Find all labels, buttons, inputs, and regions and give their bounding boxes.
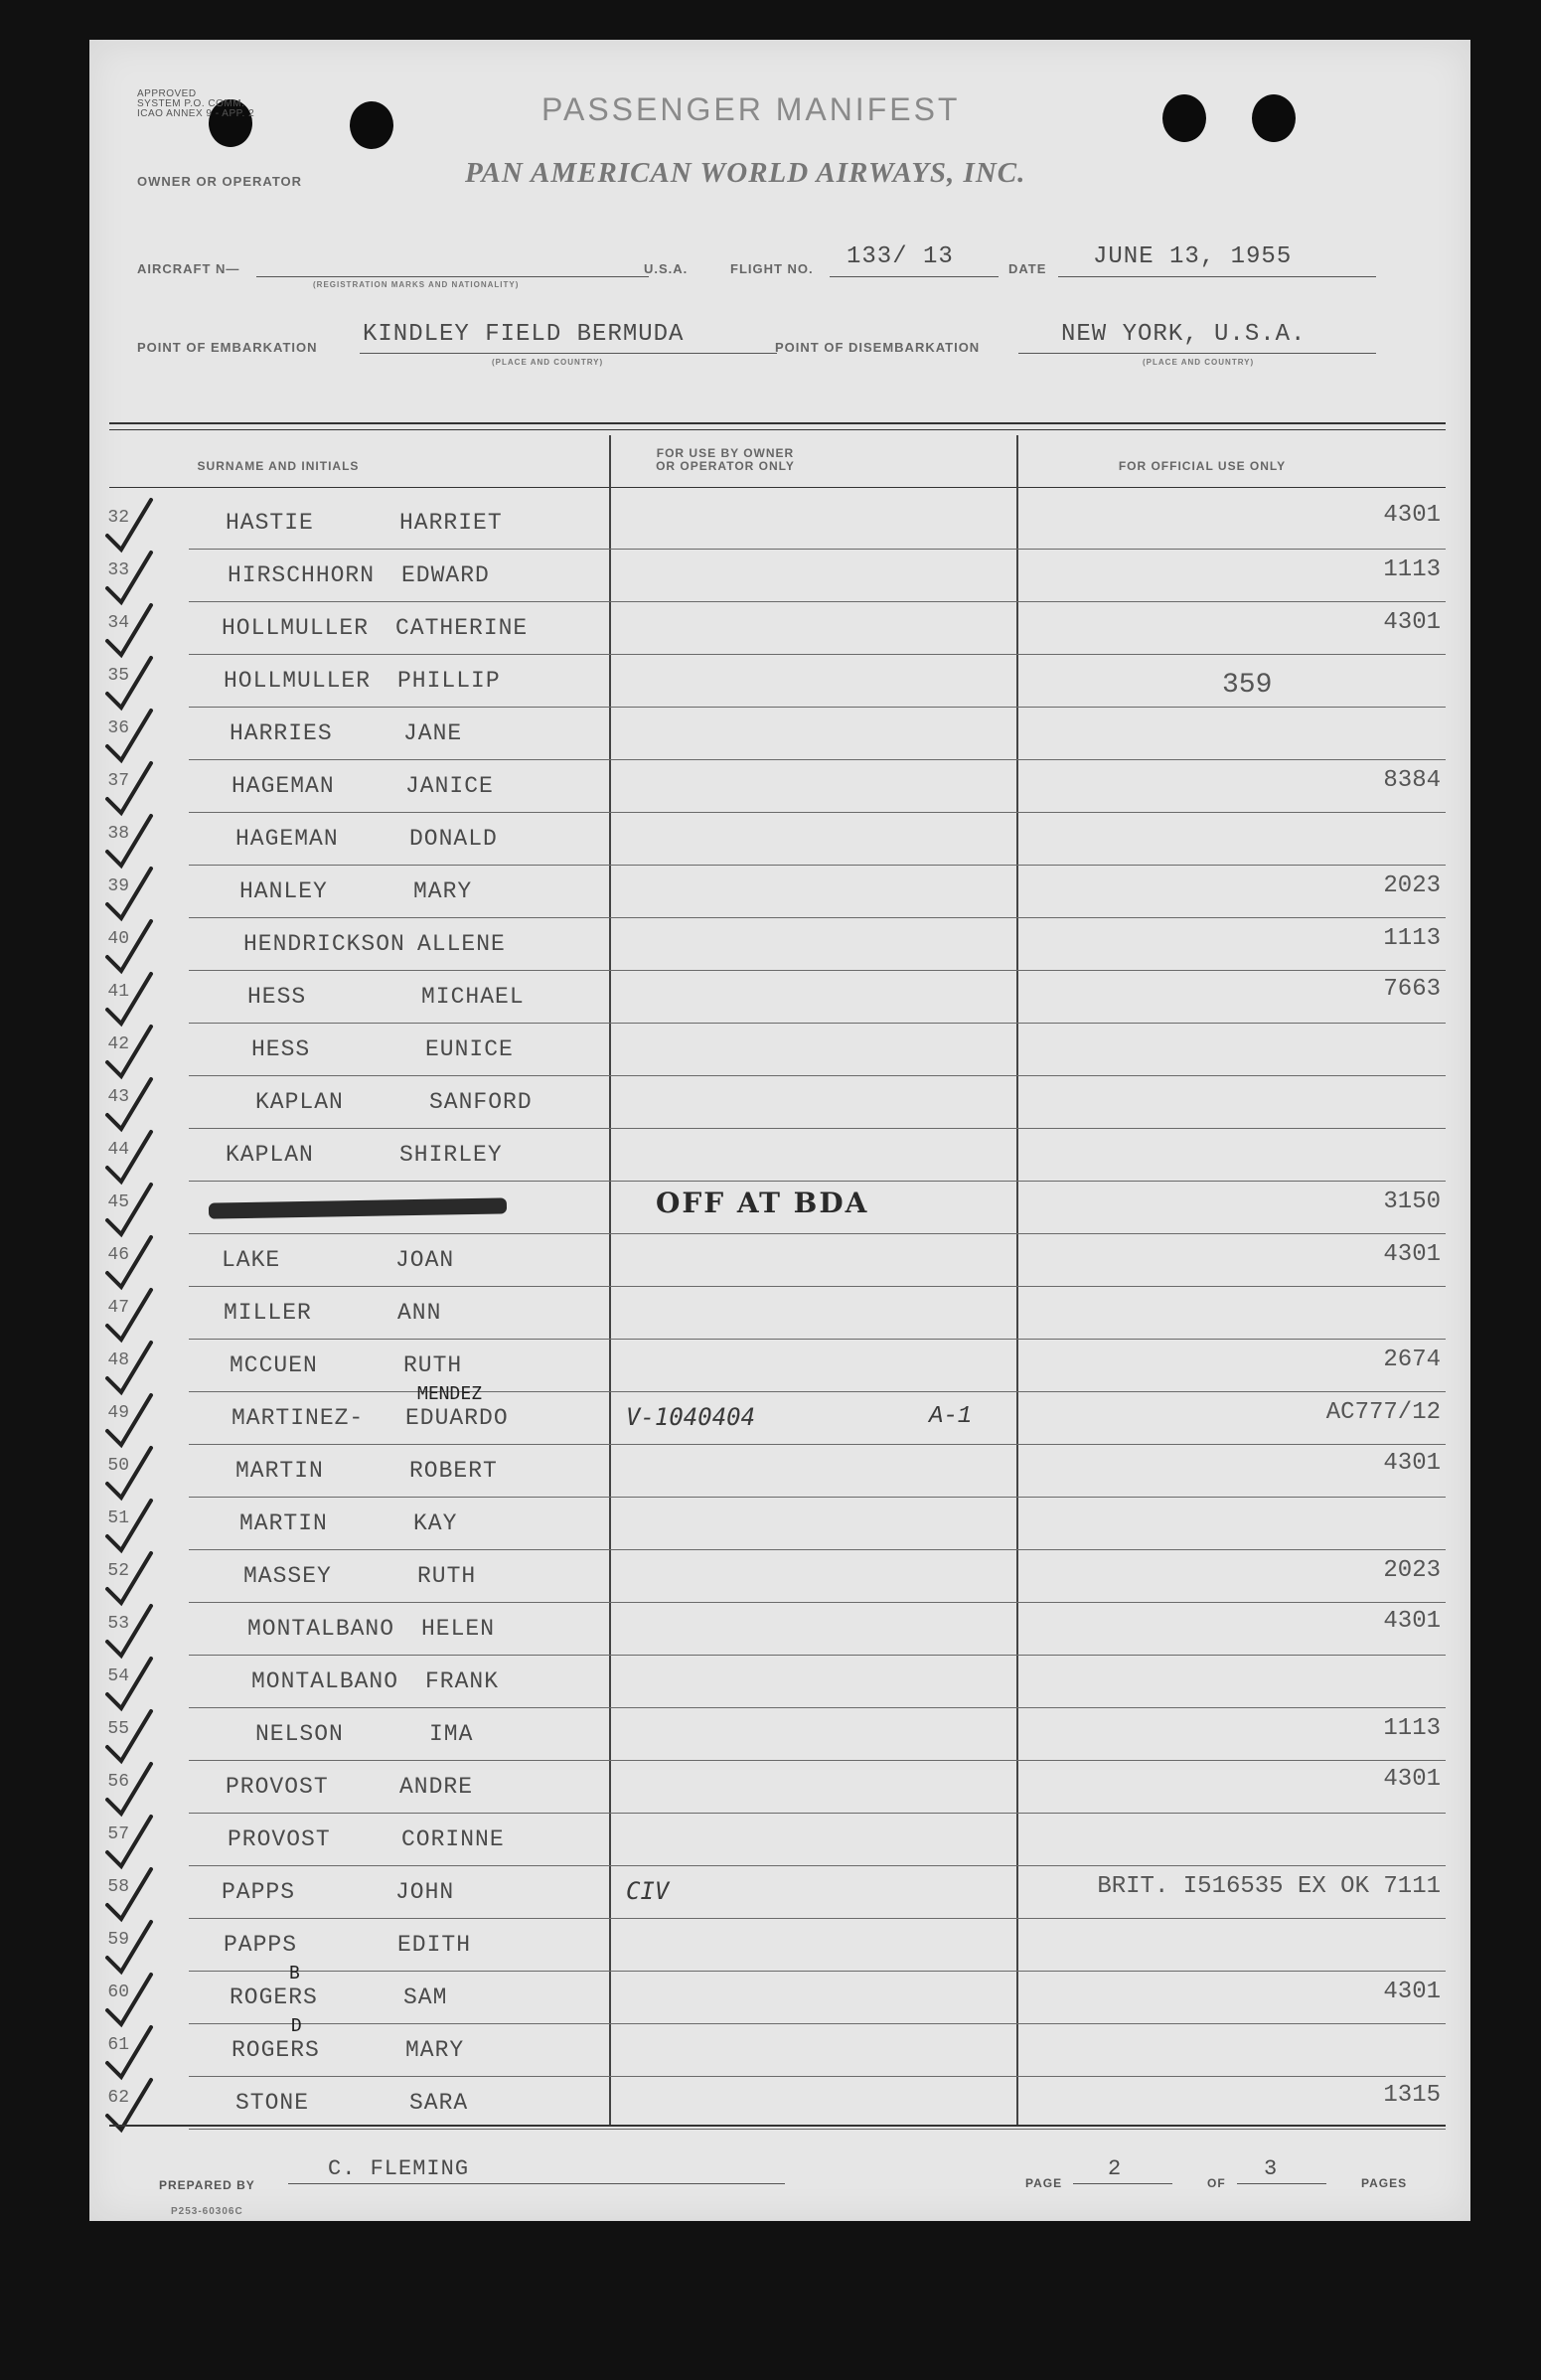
passenger-surname: HOLLMULLER bbox=[222, 615, 370, 641]
flight-label: FLIGHT NO. bbox=[730, 261, 814, 276]
page-underline bbox=[1073, 2183, 1172, 2184]
passenger-given-name: SARA bbox=[409, 2090, 469, 2116]
place-note: (PLACE AND COUNTRY) bbox=[492, 358, 604, 367]
handwritten-note: B bbox=[289, 1963, 300, 1983]
row-number: 43 bbox=[107, 1087, 129, 1107]
passenger-surname: MASSEY bbox=[243, 1563, 332, 1589]
passenger-row bbox=[89, 1819, 1470, 1871]
table-top-rule bbox=[109, 429, 1446, 430]
passenger-row bbox=[89, 502, 1470, 555]
page-total: 3 bbox=[1264, 2156, 1279, 2181]
passenger-row bbox=[89, 1871, 1470, 1924]
passenger-row bbox=[89, 1608, 1470, 1661]
flight-date: JUNE 13, 1955 bbox=[1093, 243, 1293, 270]
disembarkation-point: NEW YORK, U.S.A. bbox=[1061, 321, 1307, 348]
row-number: 62 bbox=[107, 2088, 129, 2108]
passenger-surname: MILLER bbox=[224, 1300, 312, 1326]
passenger-given-name: CORINNE bbox=[401, 1826, 505, 1852]
passenger-surname: PAPPS bbox=[224, 1932, 298, 1958]
row-number: 56 bbox=[107, 1772, 129, 1792]
row-number: 48 bbox=[107, 1350, 129, 1370]
passenger-surname: PROVOST bbox=[226, 1774, 329, 1800]
date-underline bbox=[1058, 276, 1376, 277]
passenger-row bbox=[89, 1450, 1470, 1503]
passenger-row bbox=[89, 555, 1470, 607]
row-rule bbox=[189, 1181, 1446, 1182]
punch-hole bbox=[1252, 94, 1296, 142]
passenger-surname: HESS bbox=[251, 1036, 311, 1062]
prepared-by: C. FLEMING bbox=[328, 2156, 470, 2181]
row-number: 51 bbox=[107, 1508, 129, 1528]
passenger-given-name: EUNICE bbox=[425, 1036, 514, 1062]
row-rule bbox=[189, 1813, 1446, 1814]
owner-remark-extra: A-1 bbox=[929, 1403, 973, 1430]
row-number: 46 bbox=[107, 1245, 129, 1265]
usa-label: U.S.A. bbox=[644, 261, 689, 276]
table-top-rule bbox=[109, 422, 1446, 424]
passenger-surname: HOLLMULLER bbox=[224, 668, 372, 694]
passenger-given-name: ANN bbox=[397, 1300, 442, 1326]
row-rule bbox=[189, 1023, 1446, 1024]
passenger-row bbox=[89, 1081, 1470, 1134]
row-number: 35 bbox=[107, 666, 129, 686]
row-number: 40 bbox=[107, 929, 129, 949]
manifest-sheet bbox=[89, 40, 1470, 2221]
row-rule bbox=[189, 1233, 1446, 1234]
owner-label: OWNER OR OPERATOR bbox=[137, 174, 303, 189]
column-header-owner bbox=[606, 447, 845, 473]
header-rule bbox=[109, 487, 1446, 488]
passenger-row bbox=[89, 1383, 1470, 1450]
row-number: 39 bbox=[107, 876, 129, 896]
passenger-row bbox=[89, 1713, 1470, 1766]
approval-note bbox=[137, 89, 254, 119]
official-code: 4301 bbox=[1383, 1450, 1441, 1477]
row-rule bbox=[189, 1497, 1446, 1498]
row-number: 44 bbox=[107, 1140, 129, 1160]
row-number: 57 bbox=[107, 1825, 129, 1844]
passenger-given-name: ANDRE bbox=[399, 1774, 474, 1800]
row-rule bbox=[189, 1707, 1446, 1708]
row-rule bbox=[189, 707, 1446, 708]
page-total-underline bbox=[1237, 2183, 1326, 2184]
embarkation-label: POINT OF EMBARKATION bbox=[137, 340, 318, 355]
passenger-given-name: KAY bbox=[413, 1510, 458, 1536]
official-code: 2023 bbox=[1383, 873, 1441, 899]
passenger-surname: KAPLAN bbox=[255, 1089, 344, 1115]
row-rule bbox=[189, 917, 1446, 918]
passenger-given-name: MARY bbox=[405, 2037, 465, 2063]
of-label: OF bbox=[1207, 2176, 1226, 2190]
row-rule bbox=[189, 1918, 1446, 1919]
row-number: 34 bbox=[107, 613, 129, 633]
passenger-row bbox=[89, 871, 1470, 923]
place-note: (PLACE AND COUNTRY) bbox=[1143, 358, 1255, 367]
passenger-given-name: SHIRLEY bbox=[399, 1142, 503, 1168]
passenger-row bbox=[89, 1345, 1470, 1397]
row-number: 37 bbox=[107, 771, 129, 791]
row-rule bbox=[189, 1865, 1446, 1866]
passenger-given-name: FRANK bbox=[425, 1668, 500, 1694]
passenger-surname: HARRIES bbox=[230, 720, 333, 746]
column-header-owner-line: OR OPERATOR ONLY bbox=[656, 459, 795, 473]
official-code: 7663 bbox=[1383, 976, 1441, 1003]
passenger-given-name: ALLENE bbox=[417, 931, 506, 957]
column-header-owner-line: FOR USE BY OWNER bbox=[656, 446, 795, 460]
official-code: 8384 bbox=[1383, 767, 1441, 794]
prepared-by-label: PREPARED BY bbox=[159, 2178, 255, 2192]
passenger-given-name: RUTH bbox=[403, 1352, 463, 1378]
official-code: 1113 bbox=[1383, 1715, 1441, 1742]
row-number: 50 bbox=[107, 1456, 129, 1476]
handwritten-note: MENDEZ bbox=[417, 1383, 483, 1404]
passenger-surname: PROVOST bbox=[228, 1826, 331, 1852]
row-number: 41 bbox=[107, 982, 129, 1002]
passenger-row bbox=[89, 2082, 1470, 2135]
official-code: 4301 bbox=[1383, 1608, 1441, 1635]
row-number: 36 bbox=[107, 718, 129, 738]
passenger-row bbox=[89, 1661, 1470, 1713]
row-rule bbox=[189, 1602, 1446, 1603]
passenger-row bbox=[89, 1503, 1470, 1555]
row-number: 38 bbox=[107, 824, 129, 844]
row-rule bbox=[189, 1549, 1446, 1550]
row-number: 60 bbox=[107, 1983, 129, 2002]
row-rule bbox=[189, 865, 1446, 866]
date-label: DATE bbox=[1008, 261, 1047, 276]
page-number: 2 bbox=[1108, 2156, 1123, 2181]
approval-line: ICAO ANNEX 9 - APP. 2 bbox=[137, 108, 255, 119]
registration-note: (REGISTRATION MARKS AND NATIONALITY) bbox=[313, 280, 520, 289]
row-rule bbox=[189, 549, 1446, 550]
official-code: BRIT. I516535 EX OK 7111 bbox=[1097, 1873, 1441, 1900]
official-code: AC777/12 bbox=[1325, 1399, 1441, 1426]
row-number: 49 bbox=[107, 1403, 129, 1423]
passenger-surname: HIRSCHHORN bbox=[228, 562, 376, 588]
passenger-row bbox=[89, 660, 1470, 713]
page-label: PAGE bbox=[1025, 2176, 1063, 2190]
passenger-surname: HASTIE bbox=[226, 510, 314, 536]
passenger-row bbox=[89, 923, 1470, 976]
passenger-surname: HENDRICKSON bbox=[243, 931, 405, 957]
row-number: 45 bbox=[107, 1192, 129, 1212]
form-number: P253-60306C bbox=[171, 2206, 243, 2217]
flight-number: 133/ 13 bbox=[847, 243, 954, 270]
owner-remark: V-1040404 bbox=[626, 1403, 756, 1431]
official-code: 4301 bbox=[1383, 502, 1441, 529]
passenger-surname: KAPLAN bbox=[226, 1142, 314, 1168]
passenger-surname: NELSON bbox=[255, 1721, 344, 1747]
row-number: 58 bbox=[107, 1877, 129, 1897]
passenger-surname: HAGEMAN bbox=[235, 826, 339, 852]
passenger-given-name: JANICE bbox=[405, 773, 494, 799]
passenger-given-name: DONALD bbox=[409, 826, 498, 852]
disembarkation-underline bbox=[1018, 353, 1376, 354]
row-rule bbox=[189, 1286, 1446, 1287]
official-code-mid: 359 bbox=[1222, 670, 1273, 701]
passenger-surname: LAKE bbox=[222, 1247, 281, 1273]
passenger-row bbox=[89, 1029, 1470, 1081]
row-number: 33 bbox=[107, 560, 129, 580]
official-code: 3150 bbox=[1383, 1189, 1441, 1215]
passenger-given-name: JOAN bbox=[395, 1247, 455, 1273]
row-rule bbox=[189, 1075, 1446, 1076]
column-header-names: SURNAME AND INITIALS bbox=[197, 459, 360, 473]
passenger-surname: MONTALBANO bbox=[247, 1616, 395, 1642]
row-rule bbox=[189, 759, 1446, 760]
approval-line: APPROVED bbox=[137, 88, 197, 99]
passenger-surname: STONE bbox=[235, 2090, 310, 2116]
passenger-surname: MARTINEZ- bbox=[231, 1405, 365, 1431]
passenger-given-name: PHILLIP bbox=[397, 668, 501, 694]
row-rule bbox=[189, 970, 1446, 971]
official-code: 1113 bbox=[1383, 556, 1441, 583]
passenger-given-name: EDITH bbox=[397, 1932, 472, 1958]
passenger-surname: MARTIN bbox=[239, 1510, 328, 1536]
passenger-surname: HAGEMAN bbox=[231, 773, 335, 799]
prepared-underline bbox=[288, 2183, 785, 2184]
official-code: 2674 bbox=[1383, 1347, 1441, 1373]
passenger-given-name: SAM bbox=[403, 1984, 448, 2010]
passenger-row bbox=[89, 713, 1470, 765]
handwritten-note: D bbox=[291, 2015, 302, 2036]
aircraft-label: AIRCRAFT N— bbox=[137, 261, 240, 276]
row-rule bbox=[189, 1655, 1446, 1656]
row-rule bbox=[189, 2129, 1446, 2130]
row-number: 32 bbox=[107, 508, 129, 528]
passenger-surname: HESS bbox=[247, 984, 307, 1010]
row-rule bbox=[189, 2023, 1446, 2024]
row-rule bbox=[189, 1444, 1446, 1445]
official-code: 4301 bbox=[1383, 1241, 1441, 1268]
owner-remark: CIV bbox=[626, 1877, 670, 1905]
passenger-row bbox=[89, 1239, 1470, 1292]
pages-label: PAGES bbox=[1361, 2176, 1408, 2190]
passenger-given-name: HARRIET bbox=[399, 510, 503, 536]
row-rule bbox=[189, 1339, 1446, 1340]
row-number: 61 bbox=[107, 2035, 129, 2055]
operator-name: PAN AMERICAN WORLD AIRWAYS, INC. bbox=[465, 157, 1026, 189]
passenger-row bbox=[89, 607, 1470, 660]
passenger-given-name: CATHERINE bbox=[395, 615, 529, 641]
row-number: 42 bbox=[107, 1034, 129, 1054]
table-bottom-rule bbox=[109, 2125, 1446, 2127]
row-rule bbox=[189, 1971, 1446, 1972]
passenger-surname: MONTALBANO bbox=[251, 1668, 399, 1694]
passenger-surname: MCCUEN bbox=[230, 1352, 318, 1378]
row-rule bbox=[189, 1760, 1446, 1761]
embarkation-point: KINDLEY FIELD BERMUDA bbox=[363, 321, 685, 348]
row-rule bbox=[189, 601, 1446, 602]
passenger-given-name: EDUARDO bbox=[405, 1405, 509, 1431]
passenger-row bbox=[89, 818, 1470, 871]
passenger-row bbox=[89, 1292, 1470, 1345]
passenger-given-name: HELEN bbox=[421, 1616, 496, 1642]
passenger-row bbox=[89, 2015, 1470, 2082]
passenger-row bbox=[89, 976, 1470, 1029]
row-rule bbox=[189, 812, 1446, 813]
row-rule bbox=[189, 654, 1446, 655]
passenger-given-name: IMA bbox=[429, 1721, 474, 1747]
passenger-row bbox=[89, 1134, 1470, 1187]
passenger-row bbox=[89, 1555, 1470, 1608]
punch-hole bbox=[350, 101, 393, 149]
passenger-given-name: SANFORD bbox=[429, 1089, 533, 1115]
row-number: 54 bbox=[107, 1666, 129, 1686]
passenger-given-name: JANE bbox=[403, 720, 463, 746]
passenger-given-name: MICHAEL bbox=[421, 984, 525, 1010]
embarkation-underline bbox=[360, 353, 777, 354]
official-code: 1315 bbox=[1383, 2082, 1441, 2109]
passenger-given-name: ROBERT bbox=[409, 1458, 498, 1484]
column-header-official: FOR OFFICIAL USE ONLY bbox=[1118, 459, 1287, 473]
punch-hole bbox=[1162, 94, 1206, 142]
row-rule bbox=[189, 2076, 1446, 2077]
strikethrough-mark bbox=[209, 1197, 507, 1218]
owner-remark: OFF AT BDA bbox=[656, 1187, 869, 1219]
row-rule bbox=[189, 1391, 1446, 1392]
official-code: 2023 bbox=[1383, 1557, 1441, 1584]
row-number: 47 bbox=[107, 1298, 129, 1318]
passenger-row bbox=[89, 1766, 1470, 1819]
row-number: 52 bbox=[107, 1561, 129, 1581]
passenger-surname: ROGERS bbox=[230, 1984, 318, 2010]
row-number: 53 bbox=[107, 1614, 129, 1634]
flight-underline bbox=[830, 276, 999, 277]
official-code: 1113 bbox=[1383, 925, 1441, 952]
passenger-row bbox=[89, 765, 1470, 818]
row-rule bbox=[189, 1128, 1446, 1129]
form-title: PASSENGER MANIFEST bbox=[541, 91, 961, 127]
passenger-given-name: MARY bbox=[413, 878, 473, 904]
passenger-surname: MARTIN bbox=[235, 1458, 324, 1484]
official-code: 4301 bbox=[1383, 1979, 1441, 2005]
passenger-surname: ROGERS bbox=[231, 2037, 320, 2063]
passenger-surname: PAPPS bbox=[222, 1879, 296, 1905]
passenger-given-name: JOHN bbox=[395, 1879, 455, 1905]
official-code: 4301 bbox=[1383, 1766, 1441, 1793]
passenger-surname: HANLEY bbox=[239, 878, 328, 904]
approval-line: SYSTEM P.O. COMM. bbox=[137, 98, 245, 109]
row-number: 55 bbox=[107, 1719, 129, 1739]
official-code: 4301 bbox=[1383, 609, 1441, 636]
passenger-row bbox=[89, 1187, 1470, 1239]
passenger-given-name: RUTH bbox=[417, 1563, 477, 1589]
passenger-given-name: EDWARD bbox=[401, 562, 490, 588]
row-number: 59 bbox=[107, 1930, 129, 1950]
disembarkation-label: POINT OF DISEMBARKATION bbox=[775, 340, 981, 355]
aircraft-underline bbox=[256, 276, 649, 277]
